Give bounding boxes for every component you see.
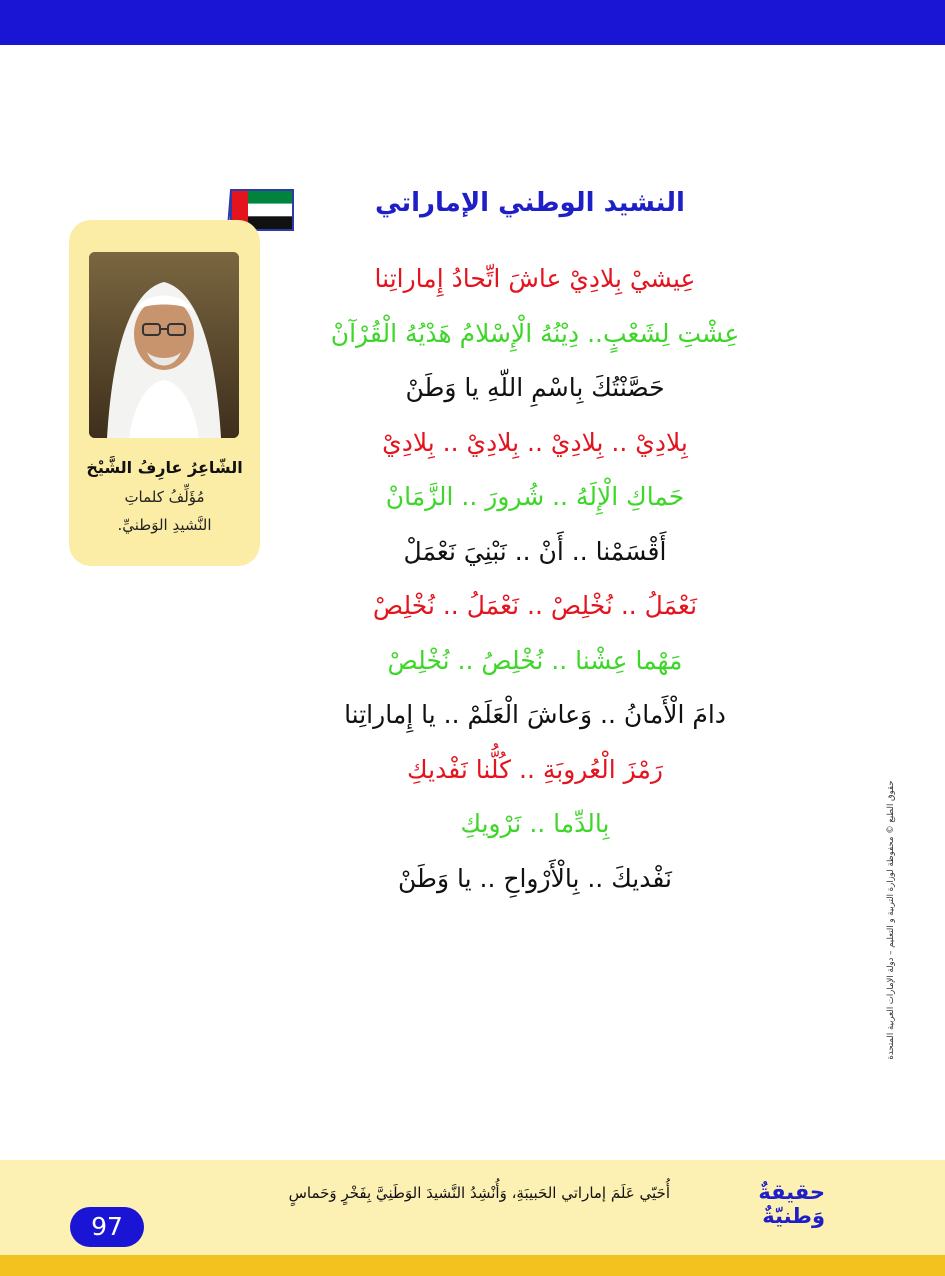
author-name: الشّاعِرُ عارِفُ الشَّيْخ bbox=[86, 458, 243, 477]
lyric-line: بِلادِيْ .. بِلادِيْ .. بِلادِيْ .. بِلادِيْ bbox=[382, 427, 688, 457]
author-role-line: مُؤَلِّفُ كلماتِ bbox=[124, 488, 205, 506]
lyric-line: نَفْديكَ .. بِالْأَرْواحِ .. يا وَطَنْ bbox=[398, 863, 672, 893]
lyric-line: بِالدِّما .. نَرْويكِ bbox=[460, 809, 610, 838]
author-card bbox=[69, 220, 260, 566]
national-fact-label: حقيقةٌ وَطنيّةٌ bbox=[758, 1180, 825, 1228]
lyric-line: حَصَّنْتُكَ بِاسْمِ اللّهِ يا وَطَنْ bbox=[405, 373, 665, 402]
anthem-lyrics bbox=[290, 252, 780, 906]
footer-stripe bbox=[0, 1255, 945, 1276]
national-fact-text: أُحَيّي عَلَمَ إماراتي الحَبيبَةِ، وَأُنْشِدُ النَّشيدَ الوَطَنِيَّ بِفَخْرٍ وَحَماسٍ bbox=[288, 1184, 670, 1202]
copyright-note bbox=[886, 770, 896, 1070]
top-header-bar bbox=[0, 0, 945, 45]
lyric-line: مَهْما عِشْنا .. نُخْلِصُ .. نُخْلِصْ bbox=[387, 645, 683, 675]
page-number: 97 bbox=[70, 1207, 144, 1247]
lyric-line: أَقْسَمْنا .. أَنْ .. نَبْنِيَ نَعْمَلْ bbox=[403, 536, 667, 566]
lyric-line: حَماكِ الْإِلَهُ .. شُرورَ .. الزَّمَانْ bbox=[385, 482, 685, 511]
lyric-line: دامَ الْأَمانُ .. وَعاشَ الْعَلَمْ .. يا إِماراتِنا bbox=[344, 700, 726, 729]
anthem-title: النشيد الوطني الإماراتي bbox=[375, 188, 685, 218]
copyright-text: حقوق الطبع © محفوظة لوزارة التربية و التعليم – دولة الإمارات العربية المتحدة bbox=[886, 780, 896, 1060]
lyric-line: رَمْزَ الْعُروبَةِ .. كُلُّنا نَفْديكِ bbox=[407, 754, 663, 784]
lyric-line: نَعْمَلُ .. نُخْلِصْ .. نَعْمَلُ .. نُخْلِصْ bbox=[372, 591, 698, 620]
author-photo bbox=[89, 252, 239, 438]
lyric-line: عِيشيْ بِلادِيْ عاشَ اتِّحادُ إِماراتِنا bbox=[374, 264, 696, 293]
author-role-line: النَّشيدِ الوَطنيِّ. bbox=[117, 516, 212, 534]
lyric-line: عِشْتِ لِشَعْبٍ.. دِيْنُهُ الْإِسْلامُ هَدْيُهُ الْقُرْآنْ bbox=[330, 318, 740, 348]
